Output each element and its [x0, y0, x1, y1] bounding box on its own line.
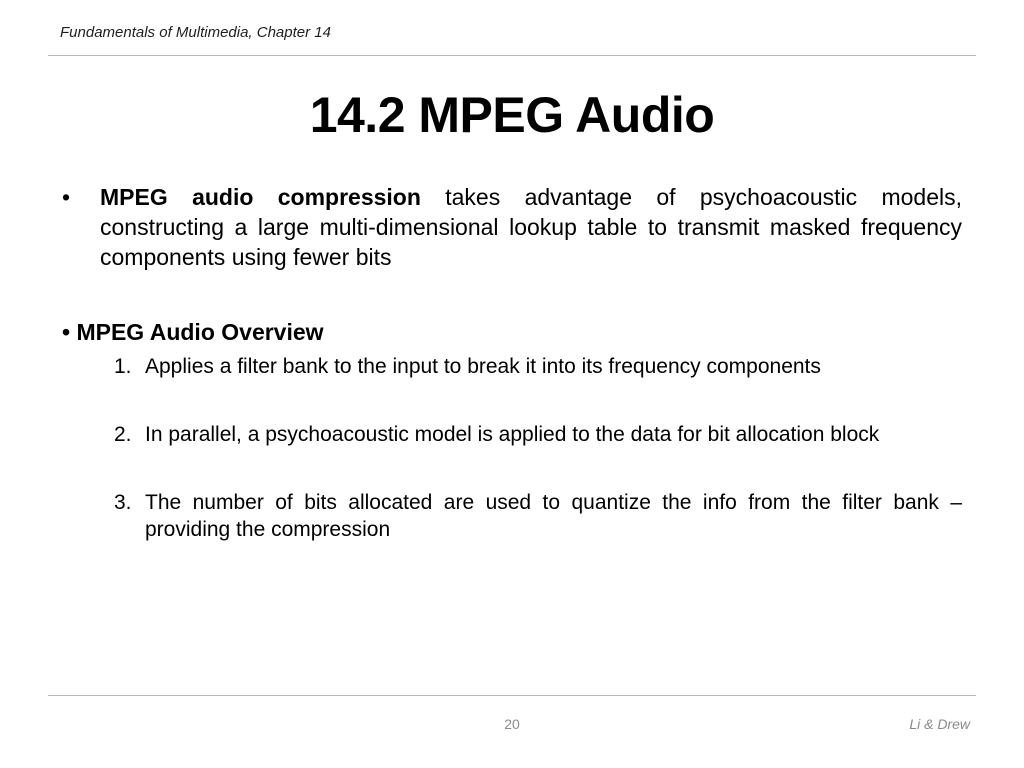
footer-divider — [48, 695, 976, 696]
header-divider — [48, 55, 976, 56]
list-number: 1. — [114, 355, 132, 378]
list-item — [114, 489, 962, 543]
list-item-text: In parallel, a psychoacoustic model is applied to the data for bit allocation block — [145, 423, 880, 446]
course-header: Fundamentals of Multimedia, Chapter 14 — [60, 24, 331, 41]
list-item-text: The number of bits allocated are used to quantize the info from the filter bank – providing the compression — [145, 491, 962, 541]
list-number: 3. — [114, 491, 132, 514]
footer-authors: Li & Drew — [909, 716, 970, 732]
list-item — [114, 421, 962, 448]
page-number: 20 — [504, 716, 520, 732]
overview-heading — [62, 317, 962, 347]
list-item — [114, 353, 962, 380]
bullet-marker: • — [62, 184, 71, 210]
overview-heading-text: MPEG Audio Overview — [76, 319, 324, 345]
list-item-text: Applies a filter bank to the input to break it into its frequency components — [145, 355, 821, 378]
bullet-bold-lead: MPEG audio compression — [100, 184, 421, 210]
bullet-compression — [62, 182, 962, 272]
bullet-body: takes advantage of psychoacoustic models, constructing a large multi-dimensional lookup table to transmit masked frequency components using fewer bits — [100, 184, 962, 270]
bullet-marker: • — [62, 319, 71, 345]
bullet-text — [100, 182, 962, 272]
overview-numbered-list — [114, 353, 962, 584]
bullet-overview — [62, 317, 962, 347]
slide-title: 14.2 MPEG Audio — [309, 87, 715, 143]
list-number: 2. — [114, 423, 132, 446]
